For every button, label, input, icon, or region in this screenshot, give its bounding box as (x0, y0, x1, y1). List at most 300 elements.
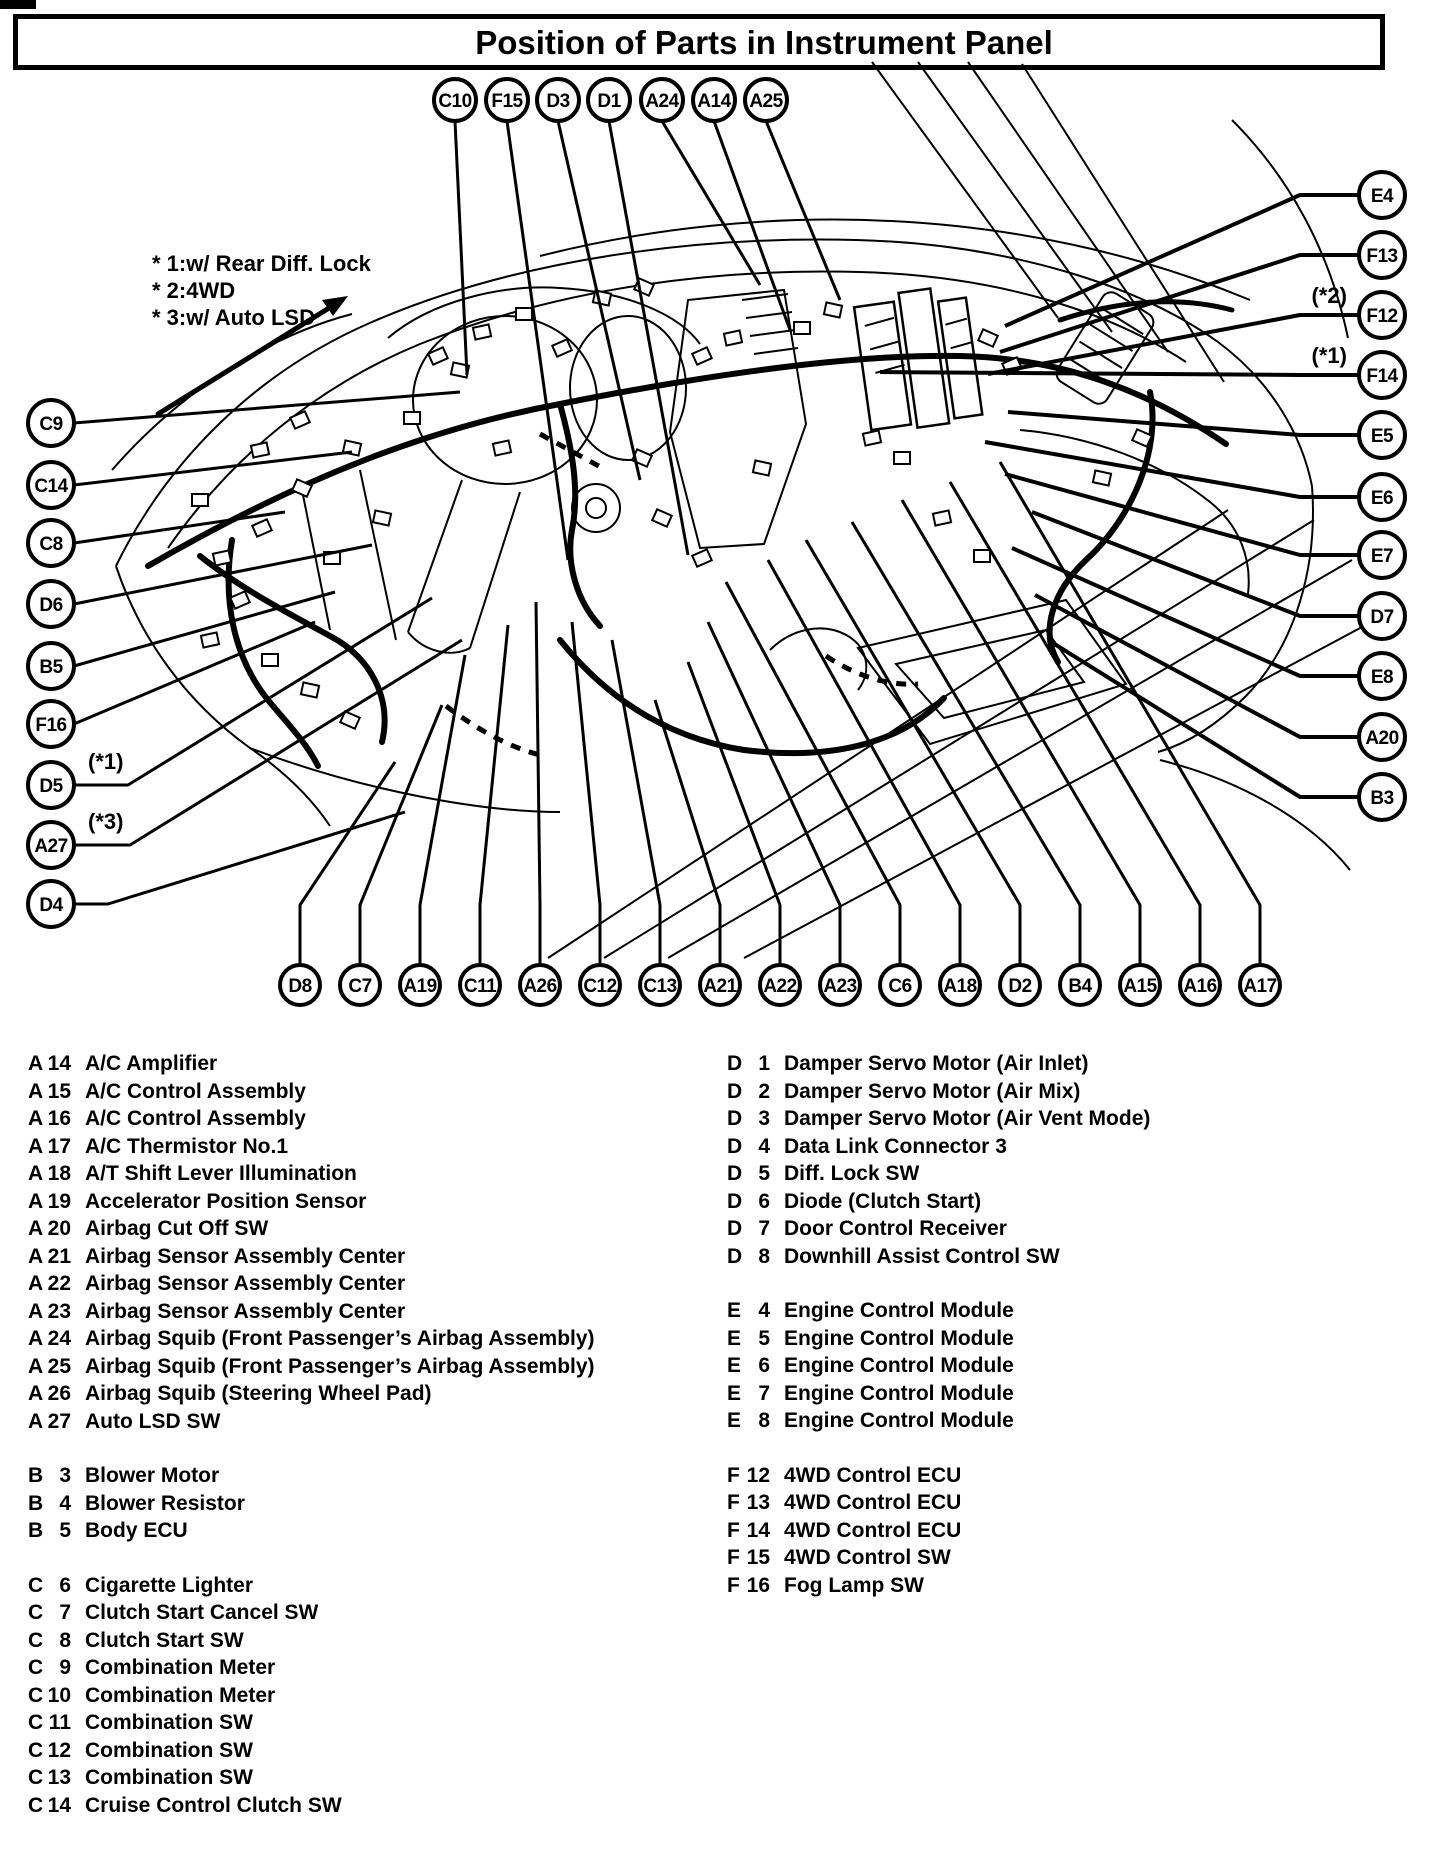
legend-part-name: Accelerator Position Sensor (85, 1189, 367, 1213)
callout-label: D1 (597, 91, 621, 112)
leader-line (572, 622, 600, 965)
leader-line (360, 705, 442, 965)
connector-box (894, 452, 910, 464)
callout-label: E5 (1370, 426, 1394, 447)
legend-part-name: Damper Servo Motor (Air Vent Mode) (784, 1107, 1151, 1130)
legend-code-number: 7 (59, 1601, 71, 1624)
legend-code-letter: E (727, 1299, 742, 1322)
legend-code-number: 15 (746, 1546, 770, 1569)
connector-box (290, 411, 309, 428)
legend-part-name: Airbag Sensor Assembly Center (85, 1272, 406, 1295)
legend-entry (28, 1517, 595, 1545)
legend-code-letter: B (28, 1491, 44, 1515)
callout-label: E6 (1370, 488, 1394, 509)
callout-label: A14 (697, 91, 731, 112)
legend-code-letter: D (727, 1162, 743, 1185)
callout-label: A27 (34, 836, 68, 857)
callout-E5 (1008, 412, 1405, 458)
legend-code-letter: A (28, 1272, 44, 1295)
legend-code-number: 9 (59, 1656, 71, 1679)
legend-entry (28, 1627, 595, 1655)
legend-part-name: Door Control Receiver (784, 1217, 1007, 1240)
legend-code-letter: C (28, 1573, 44, 1597)
callout-label: C12 (583, 976, 617, 997)
callout-C7 (340, 705, 442, 1005)
legend-group (28, 1050, 595, 1435)
legend-code-letter: A (28, 1354, 44, 1378)
legend-part-name: Engine Control Module (784, 1354, 1014, 1377)
legend-part-name: Clutch Start SW (85, 1628, 244, 1652)
callout-F16 (28, 622, 315, 747)
callout-label: C8 (39, 534, 63, 555)
connector-box (373, 510, 391, 525)
legend-entry (727, 1462, 1150, 1490)
legend-left-column (28, 1050, 595, 1846)
note-line: * 1:w/ Rear Diff. Lock (152, 251, 371, 276)
callout-label: D5 (39, 776, 63, 797)
callout-label: D3 (546, 91, 570, 112)
legend-code-number: 11 (48, 1711, 71, 1734)
legend-entry (28, 1572, 595, 1600)
leader-line (507, 121, 568, 560)
legend-part-name: A/C Control Assembly (85, 1107, 306, 1130)
legend-code-letter: F (727, 1573, 740, 1597)
legend-entry (727, 1489, 1150, 1517)
diagram-notes (152, 250, 371, 331)
legend-part-name: Airbag Cut Off SW (85, 1217, 269, 1240)
legend-entry (727, 1078, 1150, 1106)
legend-code-number: 20 (47, 1217, 71, 1240)
legend-code-letter: A (28, 1217, 44, 1240)
callout-label: C11 (463, 976, 497, 997)
legend-part-name: Engine Control Module (784, 1381, 1014, 1405)
legend-part-name: Blower Motor (85, 1464, 220, 1487)
legend-entry (727, 1050, 1150, 1078)
legend-part-name: Clutch Start Cancel SW (85, 1601, 319, 1624)
legend-part-name: Airbag Sensor Assembly Center (85, 1299, 406, 1323)
callout-label: C13 (643, 976, 677, 997)
connector-boxes (192, 278, 1152, 728)
callout-label: B3 (1370, 788, 1394, 809)
legend-code-letter: C (28, 1711, 44, 1734)
legend-code-number: 2 (758, 1079, 770, 1103)
legend-code-letter: C (28, 1628, 44, 1652)
legend-entry (28, 1325, 595, 1353)
leader-line (768, 560, 960, 965)
legend-code-number: 5 (59, 1519, 71, 1542)
legend-right-column (727, 1050, 1150, 1626)
callout-label: F14 (1366, 366, 1398, 387)
legend-entry (727, 1517, 1150, 1545)
legend-code-letter: F (727, 1546, 740, 1569)
callout-label: A18 (943, 976, 977, 997)
callout-B4 (852, 522, 1100, 1005)
legend-part-name: Data Link Connector 3 (784, 1134, 1007, 1158)
legend-part-name: Damper Servo Motor (Air Inlet) (784, 1052, 1089, 1075)
legend-code-letter: A (28, 1244, 44, 1268)
legend-code-number: 16 (746, 1573, 770, 1597)
legend-part-name: 4WD Control SW (784, 1546, 951, 1569)
callout-label: D6 (39, 595, 63, 616)
connector-box (251, 442, 269, 457)
legend-part-name: Downhill Assist Control SW (784, 1244, 1060, 1268)
legend-code-number: 23 (47, 1299, 71, 1323)
legend-part-name: Combination SW (85, 1711, 253, 1734)
callout-note: (*1) (88, 749, 124, 774)
legend-entry (28, 1654, 595, 1682)
legend-code-number: 6 (758, 1354, 770, 1377)
legend-part-name: A/C Thermistor No.1 (85, 1134, 289, 1158)
legend-part-name: Damper Servo Motor (Air Mix) (784, 1079, 1081, 1103)
legend-code-number: 6 (59, 1573, 71, 1597)
legend-code-number: 13 (746, 1491, 770, 1514)
legend-part-name: 4WD Control ECU (784, 1491, 962, 1514)
connector-box (933, 510, 951, 525)
legend-entry (727, 1133, 1150, 1161)
callout-label: A26 (523, 976, 557, 997)
callout-label: F13 (1366, 246, 1398, 267)
callout-label: A23 (823, 976, 857, 997)
legend-entry (727, 1105, 1150, 1133)
callout-label: E7 (1370, 546, 1394, 567)
note-line: * 3:w/ Auto LSD (152, 305, 315, 330)
legend-part-name: Body ECU (85, 1519, 188, 1542)
callout-label: D7 (1370, 607, 1394, 628)
legend-part-name: A/C Amplifier (85, 1052, 218, 1075)
callout-A22 (688, 662, 800, 1005)
legend-part-name: Diff. Lock SW (784, 1162, 920, 1185)
legend-code-letter: D (727, 1244, 743, 1268)
leader-line (1005, 195, 1359, 326)
legend-code-letter: F (727, 1463, 740, 1487)
connector-box (552, 339, 571, 356)
page-title: Position of Parts in Instrument Panel (475, 24, 1053, 61)
legend-code-number: 10 (47, 1683, 71, 1707)
callout-label: A21 (703, 976, 737, 997)
callout-label: B5 (39, 657, 63, 678)
callout-C6 (726, 582, 920, 1005)
connector-box (230, 591, 249, 608)
legend-entry (727, 1297, 1150, 1325)
legend-code-number: 8 (59, 1628, 71, 1652)
legend-part-name: Fog Lamp SW (784, 1573, 924, 1597)
legend-code-number: 5 (758, 1162, 770, 1185)
legend-code-number: 4 (758, 1134, 770, 1158)
legend-code-number: 4 (59, 1491, 71, 1515)
legend-group (727, 1050, 1150, 1270)
legend-part-name: Cruise Control Clutch SW (85, 1793, 342, 1817)
callout-label: C6 (888, 976, 912, 997)
leader-line (74, 392, 460, 423)
leader-line (988, 315, 1359, 374)
legend-entry (28, 1408, 595, 1436)
connector-box (794, 322, 810, 334)
leader-line (420, 655, 465, 965)
legend-code-letter: D (727, 1107, 743, 1130)
callout-label: E4 (1370, 186, 1394, 207)
connector-box (493, 440, 511, 455)
callout-label: E8 (1370, 667, 1394, 688)
callout-label: A16 (1183, 976, 1217, 997)
legend-code-letter: B (28, 1464, 44, 1487)
legend-code-letter: A (28, 1409, 44, 1433)
legend-entry (727, 1380, 1150, 1408)
legend-code-letter: E (727, 1409, 742, 1432)
legend-entry (28, 1682, 595, 1710)
legend-code-letter: D (727, 1052, 743, 1075)
callout-A25 (745, 79, 840, 300)
legend-group (28, 1462, 595, 1545)
legend-code-number: 25 (47, 1354, 71, 1378)
legend-entry (28, 1599, 595, 1627)
leader-line (74, 640, 462, 845)
callout-A19 (400, 655, 465, 1005)
callout-E6 (985, 442, 1405, 520)
legend-part-name: Blower Resistor (85, 1491, 245, 1515)
legend-part-name: Diode (Clutch Start) (784, 1189, 982, 1213)
callout-label: C7 (348, 976, 372, 997)
callout-C11 (460, 625, 508, 1005)
connector-box (724, 330, 742, 345)
connector-box (692, 549, 711, 566)
callout-label: A20 (1365, 728, 1399, 749)
legend-code-number: 21 (47, 1244, 71, 1268)
connector-box (652, 509, 671, 526)
legend-entry (727, 1407, 1150, 1435)
callout-label: F15 (491, 91, 523, 112)
connector-box (252, 519, 271, 536)
legend-group (28, 1572, 595, 1820)
callout-label: F12 (1366, 306, 1398, 327)
callout-note: (*1) (1311, 343, 1347, 368)
callout-label: D4 (39, 895, 63, 916)
legend-entry (28, 1792, 595, 1820)
legend-entry (727, 1572, 1150, 1600)
callout-F14 (880, 343, 1405, 398)
legend-code-number: 12 (47, 1738, 71, 1762)
legend-code-number: 17 (47, 1134, 71, 1158)
legend-part-name: Engine Control Module (784, 1299, 1014, 1322)
legend-code-letter: C (28, 1738, 44, 1762)
legend-entry (28, 1188, 595, 1216)
callout-D4 (28, 812, 405, 927)
legend-part-name: Airbag Squib (Front Passenger’s Airbag Assembly) (85, 1327, 595, 1350)
legend-code-letter: A (28, 1134, 44, 1158)
legend-code-letter: A (28, 1382, 44, 1405)
leader-line (480, 625, 508, 965)
legend-entry (28, 1737, 595, 1765)
callout-label: A19 (403, 976, 437, 997)
leader-line (880, 372, 1359, 375)
legend-entry (727, 1160, 1150, 1188)
legend-code-number: 3 (59, 1464, 71, 1487)
leader-line (536, 602, 540, 965)
legend-code-letter: A (28, 1162, 44, 1185)
connector-box (516, 308, 532, 320)
leader-line (985, 442, 1359, 497)
legend-code-letter: A (28, 1079, 44, 1103)
callout-A15 (902, 500, 1160, 1005)
legend-entry (727, 1544, 1150, 1572)
legend-entry (28, 1764, 595, 1792)
legend-part-name: Airbag Squib (Steering Wheel Pad) (85, 1382, 432, 1405)
callout-label: F16 (35, 715, 67, 736)
legend-code-number: 14 (746, 1518, 770, 1542)
legend-entry (727, 1243, 1150, 1271)
legend-entry (28, 1050, 595, 1078)
legend-entry (28, 1298, 595, 1326)
connector-box (473, 324, 491, 339)
legend-part-name: Auto LSD SW (85, 1409, 221, 1433)
legend-entry (727, 1352, 1150, 1380)
connector-box (262, 654, 278, 666)
callout-C13 (612, 640, 680, 1005)
callout-E8 (1012, 548, 1405, 699)
legend-code-letter: A (28, 1189, 44, 1213)
callout-label: A22 (763, 976, 797, 997)
legend-entry (28, 1380, 595, 1408)
legend-entry (28, 1462, 595, 1490)
legend-code-number: 24 (47, 1327, 71, 1350)
leader-line (902, 500, 1140, 965)
legend-code-number: 8 (758, 1244, 770, 1268)
legend-part-name: A/C Control Assembly (85, 1079, 306, 1103)
legend-code-letter: A (28, 1299, 44, 1323)
connector-box (301, 682, 319, 697)
legend-code-number: 14 (47, 1793, 71, 1817)
connector-box (593, 290, 611, 305)
legend-code-letter: A (28, 1107, 44, 1130)
legend-entry (727, 1188, 1150, 1216)
legend-code-letter: F (727, 1518, 740, 1542)
legend-group (727, 1462, 1150, 1600)
legend-code-letter: E (727, 1381, 742, 1405)
legend-part-name: Cigarette Lighter (85, 1573, 254, 1597)
legend-code-letter: D (727, 1134, 743, 1158)
legend-code-letter: D (727, 1079, 743, 1103)
connector-box (753, 460, 771, 475)
connector-box (824, 302, 842, 317)
legend-code-number: 16 (47, 1107, 71, 1130)
callout-label: A15 (1123, 976, 1157, 997)
callout-label: B4 (1068, 976, 1092, 997)
legend-entry (28, 1243, 595, 1271)
legend-code-letter: E (727, 1354, 742, 1377)
legend-code-number: 27 (47, 1409, 71, 1433)
connector-box (863, 430, 881, 445)
callout-A26 (520, 602, 560, 1005)
legend-group (727, 1297, 1150, 1435)
legend-code-number: 13 (47, 1766, 71, 1789)
legend-code-number: 22 (47, 1272, 71, 1295)
legend-code-number: 14 (47, 1052, 71, 1075)
legend-part-name: 4WD Control ECU (784, 1518, 962, 1542)
legend-code-letter: C (28, 1683, 44, 1707)
leader-line (455, 121, 467, 375)
connector-box (692, 347, 711, 364)
legend-part-name: Engine Control Module (784, 1409, 1014, 1432)
legend-code-letter: B (28, 1519, 44, 1542)
legend-code-letter: C (28, 1601, 44, 1624)
callout-D8 (280, 762, 395, 1005)
legend-code-letter: C (28, 1766, 44, 1789)
legend-code-number: 7 (758, 1217, 770, 1240)
legend-code-letter: C (28, 1656, 44, 1679)
legend-entry (28, 1270, 595, 1298)
callout-B3 (1048, 640, 1405, 820)
connector-box (404, 412, 420, 424)
callout-D3 (537, 79, 640, 480)
legend-code-number: 12 (746, 1463, 770, 1487)
callout-D5 (28, 598, 432, 808)
legend-code-number: 7 (758, 1381, 770, 1405)
legend-code-letter: A (28, 1052, 44, 1075)
leader-line (1005, 474, 1359, 555)
legend-code-number: 1 (758, 1052, 770, 1075)
connector-box (192, 494, 208, 506)
legend-entry (727, 1215, 1150, 1243)
legend-entry (28, 1160, 595, 1188)
legend-code-letter: E (727, 1326, 742, 1350)
legend-entry (28, 1709, 595, 1737)
connector-box (978, 329, 997, 346)
legend-part-name: Engine Control Module (784, 1326, 1014, 1350)
legend-code-number: 26 (47, 1382, 71, 1405)
legend-code-number: 6 (758, 1189, 770, 1213)
legend-code-number: 8 (758, 1409, 770, 1432)
legend-code-number: 4 (758, 1299, 770, 1322)
legend-code-number: 3 (758, 1107, 770, 1130)
legend-code-letter: A (28, 1327, 44, 1350)
connector-box (974, 550, 990, 562)
callout-label: C9 (39, 414, 63, 435)
legend-entry (727, 1325, 1150, 1353)
legend-part-name: A/T Shift Lever Illumination (85, 1162, 357, 1185)
callout-label: A25 (749, 91, 783, 112)
leader-line (74, 812, 405, 904)
legend-part-name: Combination SW (85, 1766, 253, 1789)
legend-entry (28, 1105, 595, 1133)
callout-label: C10 (438, 91, 472, 112)
legend-part-name: 4WD Control ECU (784, 1463, 962, 1487)
callout-label: D2 (1008, 976, 1032, 997)
callout-label: A17 (1243, 976, 1277, 997)
legend-code-letter: F (727, 1491, 740, 1514)
legend-entry (28, 1078, 595, 1106)
legend-code-letter: D (727, 1217, 743, 1240)
legend-code-number: 18 (47, 1162, 71, 1185)
callout-label: D8 (288, 976, 312, 997)
leader-line (558, 121, 640, 480)
legend-part-name: Combination Meter (85, 1656, 276, 1679)
leader-line (300, 762, 395, 965)
legend-part-name: Airbag Squib (Front Passenger’s Airbag Assembly) (85, 1354, 595, 1378)
legend-part-name: Combination SW (85, 1738, 253, 1762)
legend-code-number: 19 (47, 1189, 71, 1213)
callout-note: (*3) (88, 809, 124, 834)
callout-label: A24 (645, 91, 679, 112)
callout-label: C14 (34, 476, 68, 497)
legend-entry (28, 1490, 595, 1518)
callout-note: (*2) (1311, 283, 1347, 308)
legend-part-name: Airbag Sensor Assembly Center (85, 1244, 406, 1268)
legend-entry (28, 1133, 595, 1161)
connector-box (213, 550, 231, 565)
legend-part-name: Combination Meter (85, 1683, 276, 1707)
note-line: * 2:4WD (152, 278, 236, 303)
leader-line (612, 640, 660, 965)
legend-code-number: 15 (47, 1079, 71, 1103)
